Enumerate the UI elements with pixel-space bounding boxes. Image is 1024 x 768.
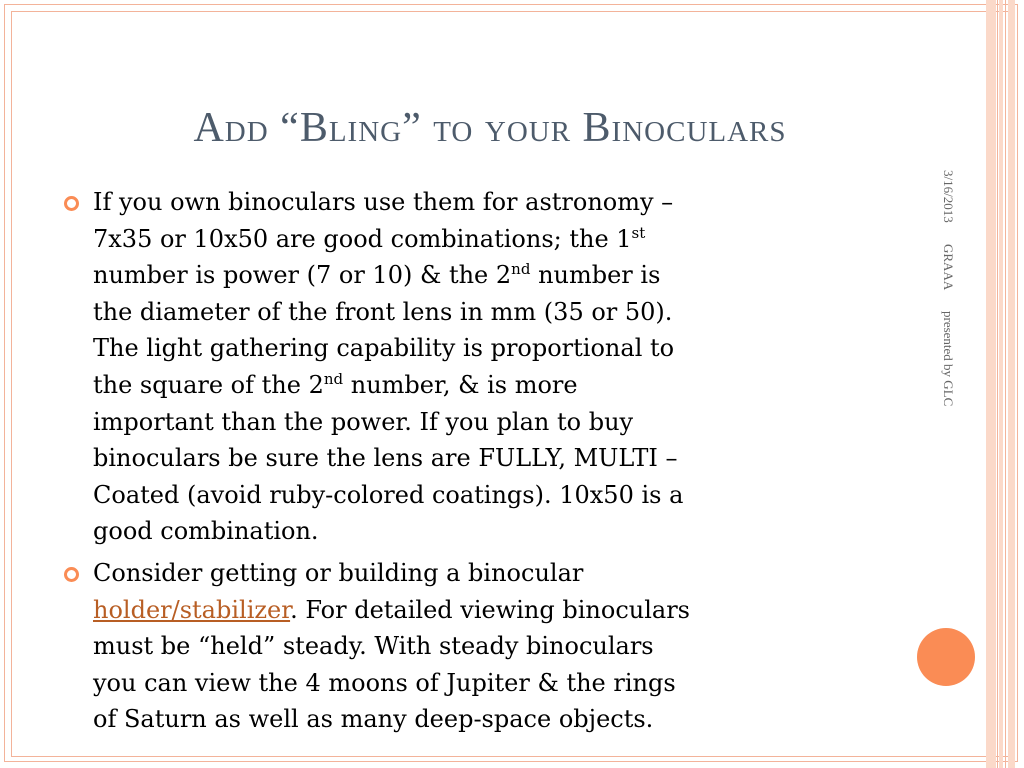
- slide-body: [58, 184, 888, 743]
- footer-presenter: presented by GLC: [941, 311, 956, 407]
- holder-stabilizer-link[interactable]: holder/stabilizer: [93, 595, 291, 624]
- bullet-text-line: binoculars be sure the lens are FULLY, MULTI –: [93, 444, 678, 473]
- text-run: the square of the 2: [93, 370, 324, 399]
- bullet-text-line: of Saturn as well as many deep-space objects.: [93, 705, 654, 734]
- bullet-text-line: [93, 367, 888, 404]
- bullet-text-line: must be “held” steady. With steady binoculars: [93, 632, 654, 661]
- text-run: 7x35 or 10x50 are good combinations; the 1: [93, 224, 632, 253]
- bullet-circle-icon: [64, 567, 79, 582]
- side-footer: [940, 170, 956, 425]
- bullet-text-line: [93, 592, 888, 629]
- text-run: number is power (7 or 10) & the 2: [93, 261, 512, 290]
- bullet-text-line: [93, 257, 888, 294]
- bullet-text-line: important than the power. If you plan to buy: [93, 407, 634, 436]
- bullet-item: [58, 184, 888, 550]
- superscript: nd: [323, 369, 344, 388]
- decor-stripe-line: [1005, 0, 1006, 768]
- bullet-text-line: you can view the 4 moons of Jupiter & the rings: [93, 668, 676, 697]
- superscript: st: [631, 223, 646, 242]
- slide-title: Add “Bling” to your Binoculars: [193, 105, 787, 151]
- decor-stripe: [999, 0, 1003, 768]
- decor-circle: [917, 628, 975, 686]
- bullet-item: [58, 555, 888, 738]
- decor-stripe: [1008, 0, 1015, 768]
- bullet-text-line: the diameter of the front lens in mm (35 or 50).: [93, 297, 673, 326]
- decor-stripe: [986, 0, 996, 768]
- bullet-text-line: good combination.: [93, 517, 319, 546]
- footer-org: GRAAA: [941, 243, 956, 291]
- bullet-text-line: Consider getting or building a binocular: [93, 558, 584, 587]
- decor-stripe-line: [997, 0, 998, 768]
- footer-date: 3/16/2013: [941, 170, 956, 223]
- text-run: number is: [530, 261, 661, 290]
- bullet-text-line: [93, 221, 888, 258]
- bullet-text-line: The light gathering capability is proportional to: [93, 334, 675, 363]
- text-run: . For detailed viewing binoculars: [290, 595, 690, 624]
- bullet-text-line: If you own binoculars use them for astronomy –: [93, 188, 674, 216]
- text-run: number, & is more: [343, 370, 578, 399]
- bullet-text-line: Coated (avoid ruby-colored coatings). 10x50 is a: [93, 480, 684, 509]
- superscript: nd: [511, 260, 531, 279]
- bullet-circle-icon: [64, 196, 79, 211]
